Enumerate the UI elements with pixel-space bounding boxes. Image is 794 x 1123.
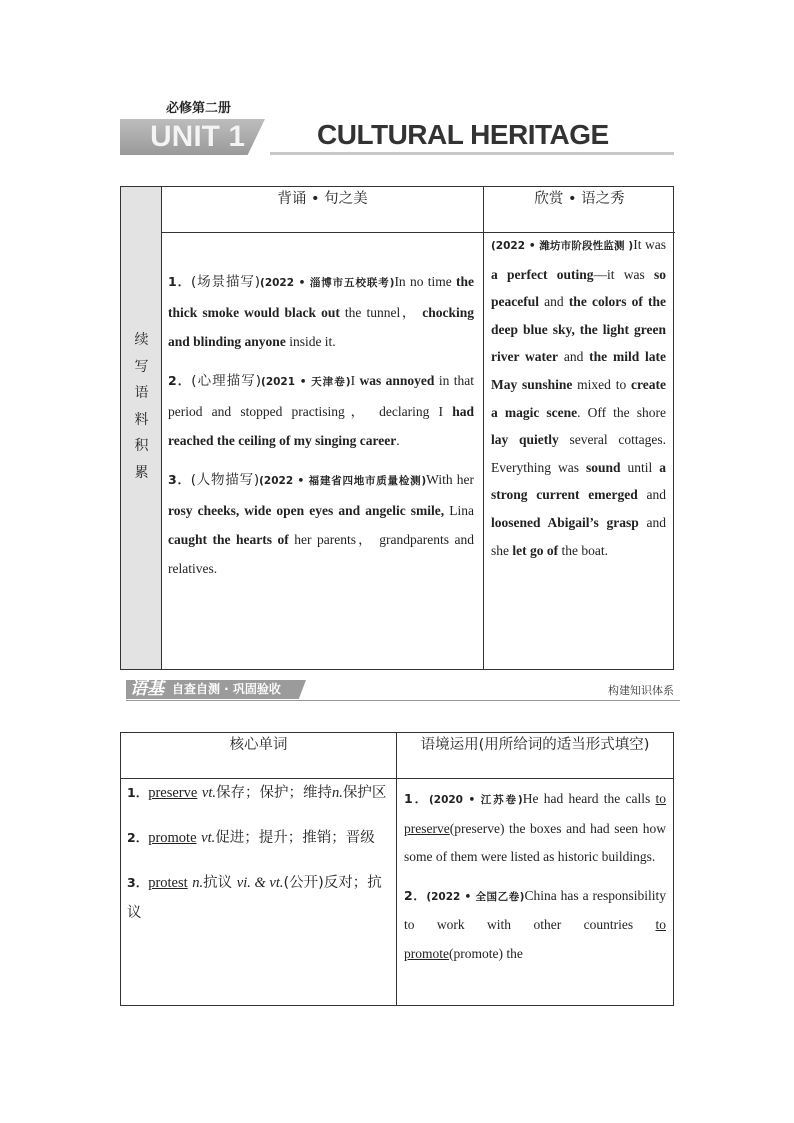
passage-segment: . Off the shore <box>577 404 666 420</box>
writing-materials-table <box>120 186 674 670</box>
bold-phrase: loosened Abigail’s grasp <box>491 514 639 530</box>
bold-phrase: caught the hearts of <box>168 532 289 547</box>
word-number: 3． <box>127 875 149 890</box>
passage-segment: and <box>539 294 569 310</box>
banner-subtitle: 自查自测 · 巩固验收 <box>172 682 281 696</box>
sentence-text: inside it. <box>285 334 336 349</box>
core-words-list <box>127 778 389 943</box>
column-header-core-words: 核心单词 <box>229 737 288 753</box>
bold-phrase: let go of <box>512 542 559 558</box>
item-tag: (心理描写) <box>191 373 262 389</box>
exercise-source: (2020 • 江苏卷) <box>428 794 523 806</box>
vocab-word: promote <box>148 830 197 846</box>
side-label-char: 积 <box>134 438 149 454</box>
banner-tag: 语基 <box>130 679 164 698</box>
page-header <box>120 100 674 160</box>
sentence-text: With her <box>426 472 474 487</box>
sentence-text: in that period and stopped practising， declaring I <box>168 373 474 419</box>
word-entry <box>127 823 389 853</box>
definition: 保存；保护；维持 <box>216 785 333 801</box>
column-header-recite: 背诵 • 句之美 <box>277 191 368 207</box>
bold-phrase: a strong current emerged <box>491 459 666 503</box>
passage-segment: until <box>620 459 660 475</box>
unit-label: UNIT 1 <box>150 120 246 153</box>
vocab-word: protest <box>148 875 188 891</box>
part-of-speech: n. <box>192 875 204 891</box>
passage-segment: mixed to <box>572 376 632 392</box>
item-source: (2022 • 淄博市五校联考) <box>260 277 395 289</box>
item-source: (2022 • 福建省四地市质量检测) <box>259 475 427 487</box>
vocab-word: preserve <box>148 785 198 801</box>
passage-segment: It was <box>633 237 666 252</box>
unit-title: CULTURAL HERITAGE <box>317 119 609 150</box>
passage-text <box>491 231 666 564</box>
word-entry <box>127 868 389 928</box>
sentence-item <box>168 366 474 455</box>
item-source: (2021 • 天津卷) <box>261 376 351 388</box>
item-number: 1． <box>168 274 191 289</box>
exercise-item <box>404 882 666 969</box>
passage-source: (2022 • 潍坊市阶段性监测 ) <box>491 240 634 252</box>
passage-segment: —it was <box>593 266 654 282</box>
definition: (公开)反对；抗议 <box>127 875 382 921</box>
item-number: 2． <box>168 373 192 388</box>
section-banner <box>120 678 680 702</box>
part-of-speech: vt. <box>201 830 216 846</box>
exercise-text: He had heard the calls <box>522 791 656 806</box>
sentence-text: her parents， grandparents and relatives. <box>168 532 474 576</box>
exercise-number: 1． <box>404 791 429 806</box>
word-entry <box>127 778 389 808</box>
sentence-text: Lina <box>444 503 474 518</box>
passage-segment: the boat. <box>558 542 608 558</box>
part-of-speech: vt. <box>201 785 217 801</box>
side-label-char: 累 <box>134 464 149 481</box>
exercise-text: the boxes and had seen how some of them were listed as historic buildings. <box>404 820 666 864</box>
exercise-text: the <box>502 945 523 961</box>
exercise-hint: (preserve) <box>449 820 505 836</box>
sentence-text: I <box>350 373 360 388</box>
appreciate-passage <box>491 231 666 564</box>
passage-segment: and she <box>491 514 666 558</box>
bold-phrase: was annoyed <box>359 373 435 388</box>
exercise-source: (2022 • 全国乙卷) <box>426 890 525 903</box>
exercise-list <box>404 785 666 978</box>
exercise-number: 2． <box>404 887 427 903</box>
exercise-hint: (promote) <box>449 945 503 961</box>
side-label <box>121 327 162 486</box>
bold-phrase: chocking and blinding anyone <box>168 305 474 349</box>
side-label-char: 写 <box>134 358 149 375</box>
banner-underline <box>126 700 680 701</box>
side-label-char: 续 <box>134 332 149 348</box>
table-side-column <box>121 187 162 669</box>
passage-segment: and <box>637 487 666 503</box>
exercise-answer: to promote <box>404 917 666 961</box>
word-number: 2． <box>127 830 149 845</box>
item-tag: (人物描写) <box>190 472 260 488</box>
part-of-speech: n. <box>332 785 343 801</box>
bold-phrase: the mild late May sunshine <box>491 349 666 392</box>
bold-phrase: a perfect outing <box>491 266 594 282</box>
item-number: 3． <box>168 472 191 487</box>
sentence-item <box>168 465 474 583</box>
passage-segment: several cottages. Everything was <box>491 432 666 475</box>
bold-phrase: had reached the ceiling of my singing career <box>168 404 474 448</box>
header-rule <box>270 152 674 155</box>
bold-phrase: sound <box>585 459 621 475</box>
banner-right-label: 构建知识体系 <box>608 684 674 697</box>
item-tag: (场景描写) <box>191 274 261 290</box>
word-number: 1． <box>127 785 149 800</box>
column-header-appreciate: 欣赏 • 语之秀 <box>534 191 625 207</box>
part-of-speech: vi. & vt. <box>236 875 284 891</box>
column-divider <box>396 733 397 1005</box>
bold-phrase: lay quietly <box>491 432 559 448</box>
vocabulary-table <box>120 732 674 1006</box>
column-divider <box>483 187 484 669</box>
bold-phrase: the thick smoke would black out <box>168 274 474 320</box>
definition: 抗议 <box>203 875 237 891</box>
definition: 促进；提升；推销；晋级 <box>215 830 375 846</box>
sentence-text: . <box>396 433 400 448</box>
sentence-text: the tunnel， <box>339 305 423 320</box>
sentence-item <box>168 267 474 356</box>
exercise-item <box>404 785 666 872</box>
bold-phrase: so peaceful <box>491 266 666 310</box>
column-header-context-use: 语境运用(用所给词的适当形式填空) <box>420 737 650 753</box>
bold-phrase: the colors of the deep blue sky, the light green river water <box>491 294 666 365</box>
side-label-char: 语 <box>134 385 149 401</box>
side-label-char: 料 <box>134 411 149 428</box>
recite-sentences <box>168 267 474 593</box>
passage-segment: and <box>558 349 590 365</box>
exercise-text: China has a responsibility to work with other countries <box>404 887 667 932</box>
bold-phrase: rosy cheeks, wide open eyes and angelic smile, <box>168 503 445 518</box>
book-label: 必修第二册 <box>166 101 232 116</box>
exercise-answer: to preserve <box>404 791 666 836</box>
definition: 保护区 <box>342 785 387 801</box>
sentence-text: In no time <box>394 274 456 289</box>
bold-phrase: create a magic scene <box>491 376 666 420</box>
